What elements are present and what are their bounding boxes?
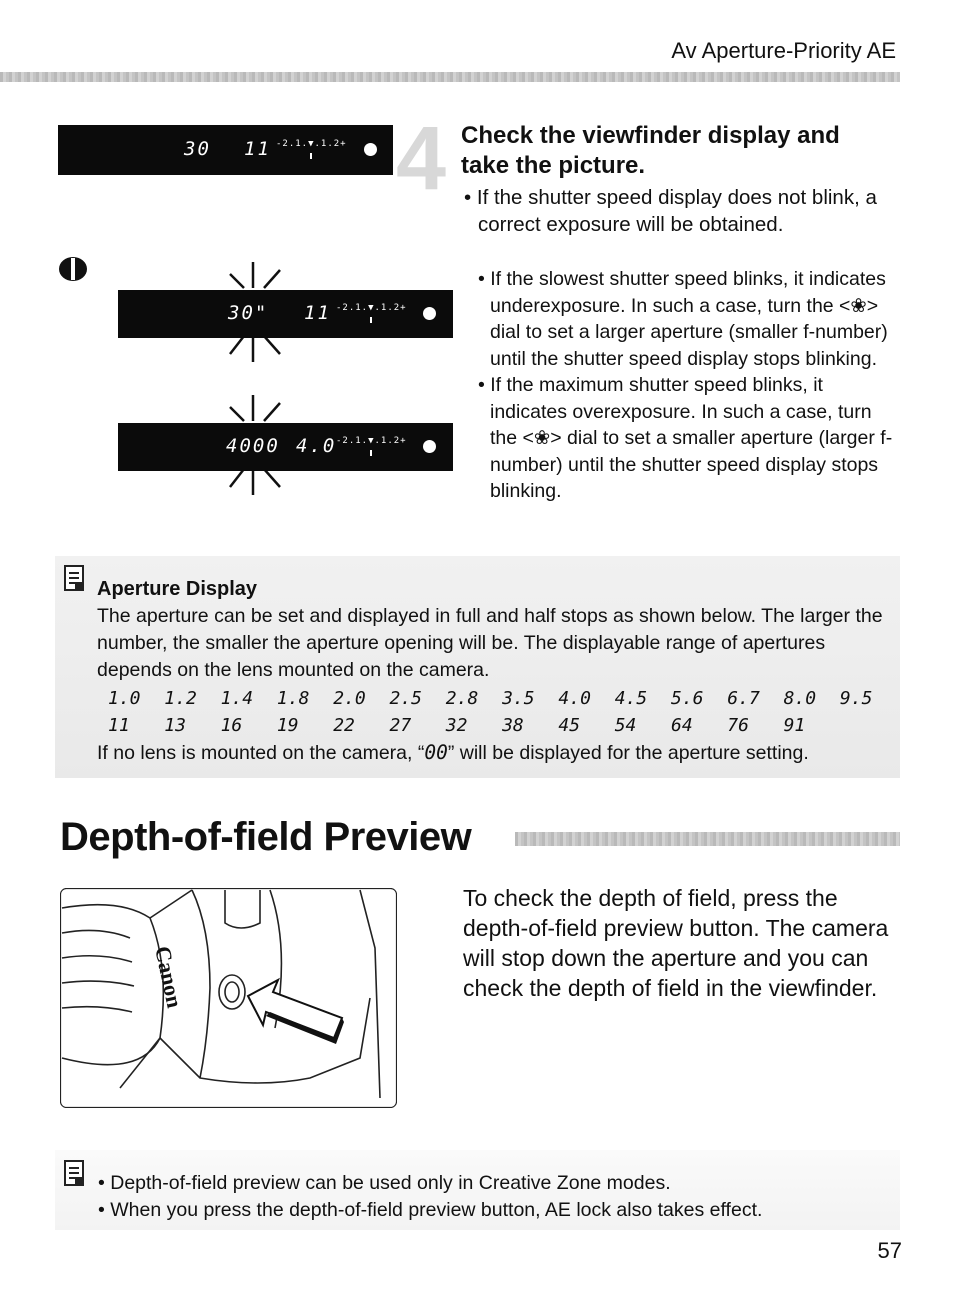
exposure-level-tick bbox=[370, 450, 372, 456]
bullet-correct-exposure: • If the shutter speed display does not blink, a correct exposure will be obtained. bbox=[464, 186, 877, 236]
aperture-value: 91 bbox=[783, 715, 806, 736]
page-number: 57 bbox=[877, 1238, 902, 1263]
bullet-overexposure: • If the maximum shutter speed blinks, it indicates overexposure. In such a case, turn the <❀> dial to set a smaller aperture (larger f-number) until the shutter speed display stops blinking. bbox=[478, 374, 893, 502]
aperture-value: 22 bbox=[333, 715, 355, 736]
step-title-line1: Check the viewfinder display and bbox=[461, 122, 840, 149]
aperture-value: 2.8 bbox=[445, 688, 479, 709]
focus-confirmation-dot bbox=[423, 307, 436, 320]
viewfinder-display-overexposure bbox=[118, 423, 453, 471]
aperture-value: 1.4 bbox=[220, 688, 254, 709]
exposure-scale: -2.1.▼.1.2+ bbox=[276, 139, 347, 149]
step-title-line2: take the picture. bbox=[461, 152, 646, 179]
aperture-value: 54 bbox=[614, 715, 637, 736]
aperture-value: 64 bbox=[671, 715, 693, 736]
aperture-value: 6.7 bbox=[727, 688, 760, 709]
shutter-value: 4000 bbox=[226, 435, 280, 457]
note-creative-zone: • Depth-of-field preview can be used only in Creative Zone modes. bbox=[98, 1172, 671, 1194]
camera-illustration bbox=[60, 888, 397, 1108]
aperture-value: 3.5 bbox=[502, 688, 535, 709]
note-ae-lock: • When you press the depth-of-field preview button, AE lock also takes effect. bbox=[98, 1199, 763, 1221]
aperture-value: 19 bbox=[276, 715, 299, 736]
aperture-value: 1.0 bbox=[108, 688, 141, 709]
aperture-value: 2.0 bbox=[333, 688, 366, 709]
aperture-value: 76 bbox=[727, 715, 749, 736]
aperture-row-1 bbox=[0, 688, 954, 712]
camera-brand: Canon bbox=[150, 943, 188, 1011]
aperture-note-text: The aperture can be set and displayed in full and half stops as shown below. The larger the number, the smaller the aperture opening will be. The displayable range of apertures depends on the lens mounted on the camera. bbox=[97, 605, 883, 681]
exposure-level-tick bbox=[310, 153, 312, 159]
aperture-note-footer: If no lens is mounted on the camera, “00” will be displayed for the aperture setting. bbox=[97, 741, 809, 764]
aperture-value: 5.6 bbox=[671, 688, 704, 709]
step-number: 4 bbox=[396, 109, 447, 209]
aperture-value: 27 bbox=[389, 715, 412, 736]
viewfinder-display-normal bbox=[58, 125, 393, 175]
aperture-value: 1.8 bbox=[276, 688, 310, 709]
aperture-value: 4.0 bbox=[558, 688, 591, 709]
bullet-list-blink bbox=[478, 266, 893, 505]
header-rule bbox=[0, 72, 900, 82]
aperture-value: 11 bbox=[108, 715, 130, 736]
page-header bbox=[671, 38, 896, 64]
bullet-underexposure: • If the slowest shutter speed blinks, it indicates underexposure. In such a case, turn the <❀> dial to set a larger aperture (smaller f-number) until the shutter speed display stops blinking. bbox=[478, 268, 888, 370]
shutter-value: 30 bbox=[184, 138, 211, 160]
aperture-value: 38 bbox=[502, 715, 524, 736]
memo-icon bbox=[64, 565, 84, 591]
step-title bbox=[461, 121, 901, 181]
aperture-value: 11 bbox=[244, 138, 271, 160]
aperture-note-title: Aperture Display bbox=[97, 578, 258, 600]
aperture-value: 45 bbox=[558, 715, 581, 736]
aperture-value: 4.5 bbox=[614, 688, 648, 709]
aperture-row-2 bbox=[0, 715, 954, 739]
focus-confirmation-dot bbox=[364, 143, 377, 156]
memo-icon bbox=[64, 1160, 84, 1186]
shutter-value: 30" bbox=[228, 302, 269, 324]
viewfinder-display-underexposure bbox=[118, 290, 453, 338]
mode-abbr: Av bbox=[671, 38, 697, 63]
aperture-value: 2.5 bbox=[389, 688, 423, 709]
aperture-value: 13 bbox=[164, 715, 186, 736]
bottom-notes bbox=[98, 1170, 762, 1224]
caution-icon bbox=[58, 256, 88, 282]
exposure-level-tick bbox=[370, 317, 372, 323]
section-rule bbox=[515, 832, 900, 846]
aperture-value: 16 bbox=[220, 715, 243, 736]
exposure-scale: -2.1.▼.1.2+ bbox=[336, 436, 407, 446]
section-title-dof: Depth-of-field Preview bbox=[60, 815, 472, 859]
aperture-value: 11 bbox=[304, 302, 331, 324]
focus-confirmation-dot bbox=[423, 440, 436, 453]
aperture-value: 8.0 bbox=[783, 688, 817, 709]
exposure-scale: -2.1.▼.1.2+ bbox=[336, 303, 407, 313]
header-title: Aperture-Priority AE bbox=[701, 38, 896, 63]
dof-text: To check the depth of field, press the depth-of-field preview button. The camera will stop down the aperture and you can check the depth of field in the viewfinder. bbox=[463, 885, 889, 1001]
aperture-value: 32 bbox=[445, 715, 468, 736]
aperture-value: 9.5 bbox=[839, 688, 873, 709]
aperture-value: 1.2 bbox=[164, 688, 197, 709]
no-lens-code: 00 bbox=[424, 741, 448, 764]
aperture-value: 4.0 bbox=[296, 435, 337, 457]
